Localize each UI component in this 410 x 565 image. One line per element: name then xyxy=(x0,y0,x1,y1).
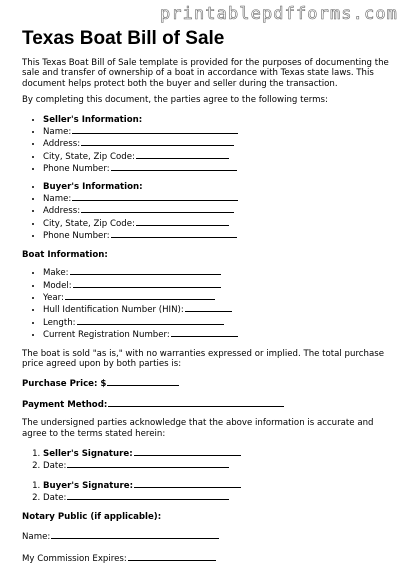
purchase-price-line: Purchase Price: $ xyxy=(22,377,392,389)
seller-section xyxy=(22,115,392,175)
buyer-heading: • Buyer's Information: xyxy=(43,182,392,192)
buyer-date-line: 2. Date: xyxy=(43,491,392,503)
buyer-phone-line: • Phone Number: xyxy=(43,229,392,241)
boat-heading: Boat Information: xyxy=(22,249,108,260)
seller-city-line: • City, State, Zip Code: xyxy=(43,150,392,162)
seller-city-field[interactable] xyxy=(136,150,229,159)
seller-phone-line: • Phone Number: xyxy=(43,162,392,174)
seller-phone-field[interactable] xyxy=(111,162,237,171)
boat-registration-field[interactable] xyxy=(171,328,238,337)
buyer-name-field[interactable] xyxy=(72,192,238,201)
seller-name-field[interactable] xyxy=(72,125,238,134)
notary-name-field[interactable] xyxy=(51,530,219,539)
buyer-city-line: • City, State, Zip Code: xyxy=(43,217,392,229)
payment-method-field[interactable] xyxy=(108,398,284,407)
purchase-price-field[interactable] xyxy=(107,377,179,386)
seller-date-line: 2. Date: xyxy=(43,459,392,471)
boat-hin-field[interactable] xyxy=(185,303,232,312)
boat-hin-line: • Hull Identification Number (HIN): xyxy=(43,303,392,315)
page-title: Texas Boat Bill of Sale xyxy=(22,28,225,49)
payment-method-line: Payment Method: xyxy=(22,398,392,410)
seller-date-field[interactable] xyxy=(67,459,229,468)
buyer-city-field[interactable] xyxy=(136,217,229,226)
boat-model-field[interactable] xyxy=(73,279,221,288)
seller-name-line: • Name: xyxy=(43,125,392,137)
seller-signature-block xyxy=(22,447,392,472)
buyer-signature-field[interactable] xyxy=(134,479,241,488)
buyer-date-field[interactable] xyxy=(67,491,229,500)
boat-year-line: • Year: xyxy=(43,291,392,303)
seller-signature-line: 1. Seller's Signature: xyxy=(43,447,392,459)
seller-address-field[interactable] xyxy=(81,137,234,146)
buyer-phone-field[interactable] xyxy=(111,229,237,238)
seller-heading: • Seller's Information: xyxy=(43,115,392,125)
buyer-address-field[interactable] xyxy=(81,204,234,213)
boat-registration-line: • Current Registration Number: xyxy=(43,328,392,340)
boat-year-field[interactable] xyxy=(65,291,215,300)
boat-make-field[interactable] xyxy=(70,266,221,275)
seller-signature-field[interactable] xyxy=(134,447,241,456)
buyer-section xyxy=(22,182,392,242)
notary-heading: Notary Public (if applicable): xyxy=(22,511,162,522)
seller-address-line: • Address: xyxy=(43,137,392,149)
buyer-signature-line: 1. Buyer's Signature: xyxy=(43,479,392,491)
acknowledgement-paragraph: The undersigned parties acknowledge that the above information is accurate and agree to the terms stated herein: xyxy=(22,418,374,439)
watermark: printablepdfforms.com xyxy=(159,4,398,24)
document-page xyxy=(22,28,392,565)
agreement-paragraph: By completing this document, the parties agree to the following terms: xyxy=(22,95,328,106)
boat-make-line: • Make: xyxy=(43,266,392,278)
boat-length-field[interactable] xyxy=(77,316,224,325)
notary-name-line: Name: xyxy=(22,530,392,542)
buyer-address-line: • Address: xyxy=(43,204,392,216)
boat-length-line: • Length: xyxy=(43,316,392,328)
notary-commission-field[interactable] xyxy=(128,552,216,561)
as-is-paragraph: The boat is sold "as is," with no warranties expressed or implied. The total purchase price agreed upon by both parties is: xyxy=(22,348,384,369)
intro-paragraph: This Texas Boat Bill of Sale template is provided for the purposes of documenting the sale and transfer of ownership of a boat in accordance with Texas state laws. This document helps protect both the buyer and seller during the transaction. xyxy=(22,58,389,89)
boat-section xyxy=(22,266,392,340)
notary-commission-line: My Commission Expires: xyxy=(22,552,392,564)
buyer-signature-block xyxy=(22,479,392,504)
boat-model-line: • Model: xyxy=(43,279,392,291)
buyer-name-line: • Name: xyxy=(43,192,392,204)
